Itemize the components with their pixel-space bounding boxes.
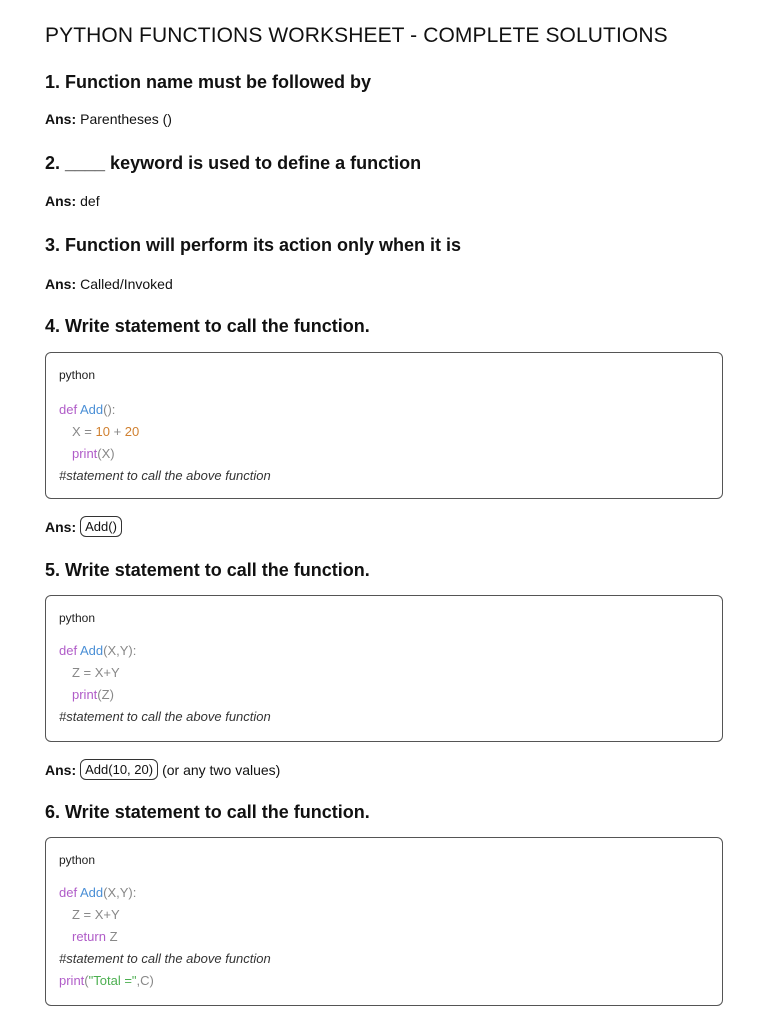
question-6: 6. Write statement to call the function. <box>45 802 370 822</box>
code-string: "Total =" <box>88 973 137 988</box>
question-1: 1. Function name must be followed by <box>45 72 372 92</box>
answer-1 <box>45 111 172 127</box>
code-line <box>72 446 115 461</box>
code-language-label: python <box>59 368 96 382</box>
answer-2 <box>45 193 100 209</box>
code-text: (X) <box>97 446 115 461</box>
answer-code: Add(10, 20) <box>80 759 158 780</box>
code-comment: #statement to call the above function <box>59 709 271 724</box>
answer-label: Ans: <box>45 761 77 778</box>
question-5: 5. Write statement to call the function. <box>45 560 370 580</box>
question-4: 4. Write statement to call the function. <box>45 316 370 336</box>
code-block <box>45 595 723 742</box>
code-operator: = <box>80 424 96 439</box>
answer-label: Ans: <box>45 193 77 209</box>
code-text: (Z) <box>97 687 114 702</box>
code-line <box>72 424 139 439</box>
answer-label: Ans: <box>45 111 77 127</box>
code-line <box>72 929 118 944</box>
code-text: X <box>72 424 81 439</box>
code-line <box>59 643 136 658</box>
code-operator: + <box>109 424 125 439</box>
code-block <box>45 352 723 499</box>
code-line: Z = X+Y <box>72 907 120 922</box>
code-line <box>72 687 114 702</box>
code-language-label: python <box>59 853 96 867</box>
code-keyword: print <box>72 687 98 702</box>
answer-3 <box>45 276 173 292</box>
code-function-name: Add <box>79 643 104 658</box>
answer-code: Add() <box>80 516 122 537</box>
code-comment: #statement to call the above function <box>59 468 271 483</box>
code-line <box>59 973 154 988</box>
code-block <box>45 837 723 1006</box>
code-keyword: def <box>59 643 78 658</box>
answer-note: (or any two values) <box>162 761 281 778</box>
code-language-label: python <box>59 611 96 625</box>
code-text: (X,Y): <box>103 643 137 658</box>
code-function-name: Add <box>79 402 104 417</box>
code-number: 10 <box>95 424 110 439</box>
answer-5 <box>45 759 280 780</box>
code-comment: #statement to call the above function <box>59 951 271 966</box>
code-number: 20 <box>124 424 140 439</box>
code-function-name: Add <box>79 885 104 900</box>
question-2: 2. ____ keyword is used to define a function <box>45 153 422 173</box>
code-line <box>59 885 136 900</box>
code-text: (): <box>103 402 116 417</box>
code-keyword: print <box>59 973 85 988</box>
code-text: ( <box>84 973 89 988</box>
code-keyword: def <box>59 885 78 900</box>
code-keyword: return <box>72 929 106 944</box>
page-title: PYTHON FUNCTIONS WORKSHEET - COMPLETE SOLUTIONS <box>45 24 668 47</box>
answer-label: Ans: <box>45 518 77 535</box>
question-3: 3. Function will perform its action only when it is <box>45 235 462 255</box>
code-text: ,C) <box>136 973 154 988</box>
answer-text: Parentheses () <box>80 111 172 127</box>
code-text: (X,Y): <box>103 885 137 900</box>
answer-4 <box>45 516 122 537</box>
answer-text: def <box>80 193 100 209</box>
code-line <box>59 402 115 417</box>
answer-label: Ans: <box>45 276 77 292</box>
code-line: Z = X+Y <box>72 665 120 680</box>
code-keyword: def <box>59 402 78 417</box>
code-keyword: print <box>72 446 98 461</box>
code-text: Z <box>105 929 118 944</box>
answer-text: Called/Invoked <box>80 276 173 292</box>
